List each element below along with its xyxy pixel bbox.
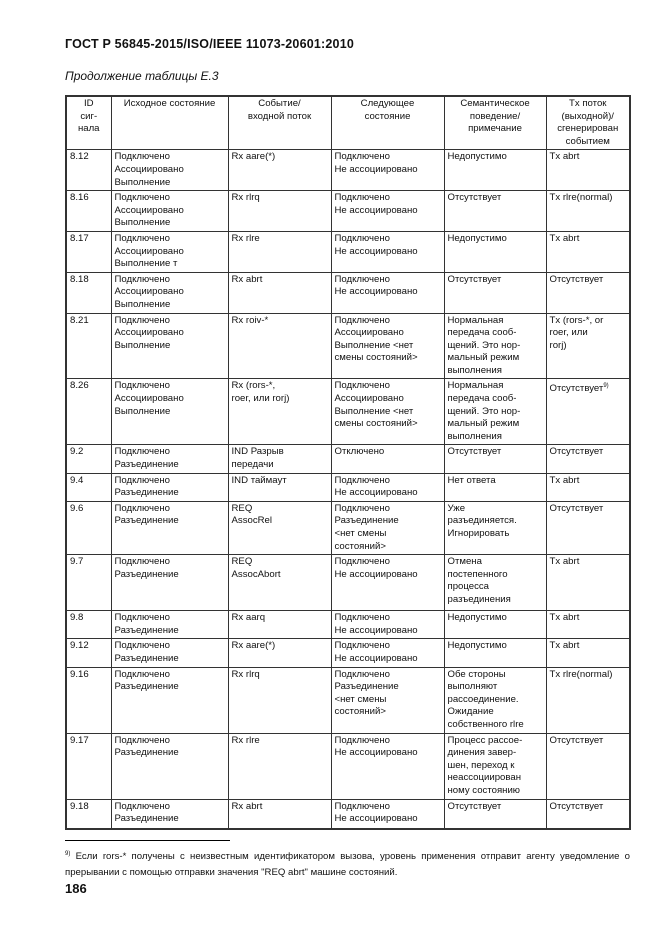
- cell-text: Отсутствует: [549, 800, 604, 812]
- cell-initial-state: [111, 733, 228, 799]
- cell-text: Rx rlrq: [231, 192, 260, 204]
- cell-text: Процесс рассое- динения завер- шен, переход к неассоциирован ному состоянию: [447, 734, 523, 796]
- cell-next-state: [331, 473, 444, 501]
- cell-id: [66, 667, 111, 733]
- table-row: [66, 473, 630, 501]
- table-row: [66, 501, 630, 554]
- table-header-row: [66, 96, 630, 150]
- cell-event: [228, 379, 331, 445]
- cell-semantics: [444, 473, 546, 501]
- cell-text: Подключено Не ассоциировано: [334, 556, 418, 580]
- cell-tx-output: [546, 611, 630, 639]
- cell-text: Подключено Разъединение: [114, 612, 179, 636]
- footnote-mark: 9): [65, 851, 71, 857]
- column-header-event: Событие/ входной поток: [228, 96, 331, 150]
- cell-text: Отсутствует: [447, 800, 502, 812]
- cell-text: 8.26: [70, 380, 89, 392]
- page-number: 186: [65, 881, 87, 896]
- cell-text: Tx abrt: [549, 556, 580, 568]
- cell-text: 9.2: [70, 446, 84, 458]
- cell-text: 9.6: [70, 502, 84, 514]
- cell-text: Подключено Разъединение: [114, 800, 179, 825]
- footnote-divider: [65, 840, 230, 841]
- cell-initial-state: [111, 150, 228, 191]
- cell-text: Недопустимо: [447, 232, 507, 244]
- cell-semantics: [444, 501, 546, 554]
- cell-id: [66, 150, 111, 191]
- cell-text: Подключено Ассоциировано Выполнение: [114, 380, 184, 417]
- cell-tx-output: [546, 231, 630, 272]
- table-row: [66, 611, 630, 639]
- cell-next-state: [331, 313, 444, 379]
- cell-text: Подключено Разъединение <нет смены состояний>: [334, 502, 399, 552]
- table-row: [66, 733, 630, 799]
- cell-initial-state: [111, 313, 228, 379]
- cell-text: IND Разрыв передачи: [231, 446, 284, 471]
- cell-next-state: [331, 733, 444, 799]
- cell-text: Rx (rors-*, roer, или rorj): [231, 380, 290, 405]
- cell-semantics: [444, 272, 546, 313]
- cell-text: Tx rlre(normal): [549, 192, 613, 204]
- cell-text: Подключено Разъединение: [114, 502, 179, 527]
- cell-text: Отсутствует: [549, 502, 604, 514]
- cell-semantics: [444, 445, 546, 473]
- cell-tx-output: [546, 639, 630, 667]
- table-row: [66, 379, 630, 445]
- cell-semantics: [444, 379, 546, 445]
- cell-id: [66, 799, 111, 829]
- cell-text: Подключено Ассоциировано Выполнение: [114, 192, 184, 229]
- cell-text: Подключено Ассоциировано Выполнение: [114, 273, 184, 310]
- cell-next-state: [331, 231, 444, 272]
- cell-semantics: [444, 231, 546, 272]
- cell-initial-state: [111, 231, 228, 272]
- cell-text: Отсутствует: [447, 192, 502, 204]
- cell-text: Rx aare(*): [231, 151, 276, 163]
- cell-text: Rx aarq: [231, 612, 266, 624]
- cell-text: Подключено Разъединение: [114, 556, 179, 580]
- cell-text: Tx abrt: [549, 640, 580, 652]
- cell-text: Tx abrt: [549, 474, 580, 486]
- cell-semantics: [444, 733, 546, 799]
- cell-text: Rx aare(*): [231, 640, 276, 652]
- cell-tx-output: [546, 799, 630, 829]
- cell-text: Подключено Не ассоциировано: [334, 474, 418, 499]
- cell-id: [66, 231, 111, 272]
- cell-text: Подключено Не ассоциировано: [334, 800, 418, 825]
- cell-next-state: [331, 150, 444, 191]
- table-row: [66, 799, 630, 829]
- cell-id: [66, 555, 111, 611]
- cell-text: Нормальная передача сооб- щений. Это нор- мальный режим выполнения: [447, 314, 521, 376]
- cell-id: [66, 501, 111, 554]
- cell-id: [66, 191, 111, 232]
- cell-initial-state: [111, 272, 228, 313]
- cell-id: [66, 379, 111, 445]
- cell-text: Подключено Ассоциировано Выполнение т: [114, 232, 184, 270]
- cell-text: Подключено Ассоциировано Выполнение <нет смены состояний>: [334, 380, 418, 430]
- cell-text: Подключено Не ассоциировано: [334, 232, 418, 257]
- table-row: [66, 150, 630, 191]
- cell-tx-output: [546, 191, 630, 232]
- cell-id: [66, 313, 111, 379]
- column-header-semantics: Семантическое поведение/ примечание: [444, 96, 546, 150]
- cell-initial-state: [111, 799, 228, 829]
- cell-next-state: [331, 639, 444, 667]
- cell-text: 8.16: [70, 192, 89, 204]
- cell-text: Подключено Не ассоциировано: [334, 192, 418, 216]
- cell-event: [228, 473, 331, 501]
- cell-text: Уже разъединяется. Игнорировать: [447, 502, 517, 539]
- cell-text: Отсутствует: [549, 273, 604, 285]
- cell-text: Rx abrt: [231, 800, 263, 812]
- cell-next-state: [331, 799, 444, 829]
- cell-tx-output: [546, 313, 630, 379]
- cell-text: Tx abrt: [549, 612, 580, 624]
- column-header-id: ID сиг- нала: [66, 96, 111, 150]
- cell-id: [66, 611, 111, 639]
- cell-text: Tx (rors-*, or roer, или rorj): [549, 314, 604, 351]
- cell-id: [66, 445, 111, 473]
- cell-text: 9.17: [70, 734, 89, 746]
- cell-text: Tx rlre(normal): [549, 668, 613, 680]
- cell-semantics: [444, 555, 546, 611]
- cell-semantics: [444, 313, 546, 379]
- document-header: ГОСТ Р 56845-2015/ISO/IEEE 11073-20601:2010: [65, 37, 355, 51]
- cell-initial-state: [111, 501, 228, 554]
- cell-text: 9.18: [70, 800, 89, 812]
- cell-text: Подключено Ассоциировано Выполнение <нет смены состояний>: [334, 314, 418, 364]
- cell-text: REQ AssocRel: [231, 502, 273, 527]
- cell-text: Подключено Не ассоциировано: [334, 612, 418, 636]
- cell-initial-state: [111, 445, 228, 473]
- cell-text: 9.4: [70, 474, 84, 486]
- cell-event: [228, 191, 331, 232]
- cell-text: Нет ответа: [447, 474, 496, 486]
- cell-text: 8.21: [70, 314, 89, 326]
- cell-text: Rx rlre: [231, 734, 260, 746]
- cell-next-state: [331, 379, 444, 445]
- cell-text: 8.17: [70, 232, 89, 244]
- cell-id: [66, 473, 111, 501]
- cell-event: [228, 639, 331, 667]
- cell-text: Подключено Не ассоциировано: [334, 151, 418, 175]
- cell-text: Подключено Не ассоциировано: [334, 640, 418, 664]
- cell-tx-output: [546, 473, 630, 501]
- column-header-initial-state: Исходное состояние: [111, 96, 228, 150]
- cell-text: 9.12: [70, 640, 89, 652]
- cell-semantics: [444, 639, 546, 667]
- cell-id: [66, 639, 111, 667]
- table-continuation-title: Продолжение таблицы Е.3: [65, 69, 219, 83]
- cell-initial-state: [111, 611, 228, 639]
- cell-semantics: [444, 611, 546, 639]
- cell-text: Обе стороны выполняют рассоединение. Ожидание собственного rlre: [447, 668, 524, 730]
- cell-initial-state: [111, 639, 228, 667]
- cell-next-state: [331, 272, 444, 313]
- cell-tx-output: [546, 501, 630, 554]
- cell-text: Rx rlre: [231, 232, 260, 244]
- cell-text: Подключено Разъединение: [114, 474, 179, 499]
- cell-text: Отключено: [334, 446, 385, 458]
- cell-event: [228, 272, 331, 313]
- cell-event: [228, 501, 331, 554]
- cell-next-state: [331, 501, 444, 554]
- cell-event: [228, 611, 331, 639]
- cell-tx-output: [546, 555, 630, 611]
- cell-text: 8.12: [70, 151, 89, 163]
- cell-id: [66, 272, 111, 313]
- cell-next-state: [331, 555, 444, 611]
- cell-text: IND таймаут: [231, 474, 287, 486]
- cell-tx-output: [546, 445, 630, 473]
- cell-text: Подключено Разъединение: [114, 734, 179, 759]
- cell-text: Недопустимо: [447, 612, 507, 624]
- cell-text: 8.18: [70, 273, 89, 285]
- cell-initial-state: [111, 473, 228, 501]
- cell-text: 9.7: [70, 556, 84, 568]
- cell-semantics: [444, 799, 546, 829]
- cell-tx-output: [546, 667, 630, 733]
- cell-text: Rx roiv-*: [231, 314, 269, 326]
- cell-text: Недопустимо: [447, 640, 507, 652]
- cell-event: [228, 150, 331, 191]
- cell-text: Отсутствует: [549, 383, 604, 395]
- footnote-ref: 9): [603, 383, 609, 390]
- cell-text: Подключено Не ассоциировано: [334, 273, 418, 298]
- cell-initial-state: [111, 667, 228, 733]
- cell-semantics: [444, 191, 546, 232]
- table-row: [66, 231, 630, 272]
- cell-next-state: [331, 445, 444, 473]
- table-row: [66, 313, 630, 379]
- cell-tx-output: [546, 733, 630, 799]
- cell-next-state: [331, 611, 444, 639]
- cell-text: Tx abrt: [549, 232, 580, 244]
- cell-text: Rx abrt: [231, 273, 263, 285]
- cell-text: Подключено Ассоциировано Выполнение: [114, 151, 184, 188]
- cell-next-state: [331, 191, 444, 232]
- cell-text: Tx abrt: [549, 151, 580, 163]
- cell-event: [228, 445, 331, 473]
- cell-text: Подключено Разъединение: [114, 640, 179, 664]
- cell-event: [228, 733, 331, 799]
- cell-event: [228, 555, 331, 611]
- cell-event: [228, 667, 331, 733]
- cell-tx-output: [546, 272, 630, 313]
- cell-text: Подключено Разъединение: [114, 668, 179, 693]
- table-row: [66, 191, 630, 232]
- column-header-tx-output: Tx поток (выходной)/ сгенерирован событием: [546, 96, 630, 150]
- cell-text: Отсутствует: [447, 446, 502, 458]
- cell-text: Недопустимо: [447, 151, 507, 163]
- cell-event: [228, 799, 331, 829]
- cell-text: Подключено Не ассоциировано: [334, 734, 418, 759]
- cell-text: Отсутствует: [549, 734, 604, 746]
- cell-text: Rx rlrq: [231, 668, 260, 680]
- cell-text: 9.8: [70, 612, 84, 624]
- column-header-next-state: Следующее состояние: [331, 96, 444, 150]
- cell-text: Подключено Разъединение: [114, 446, 179, 471]
- cell-text: REQ AssocAbort: [231, 556, 281, 580]
- cell-text: Подключено Разъединение <нет смены состояний>: [334, 668, 399, 718]
- footnote-text: Если rors-* получены с неизвестным идентификатором вызова, уровень применения отправит агенту уведомление о прерывании с помощью отправки значения "REQ abrt" машине состояний.: [65, 851, 630, 879]
- cell-id: [66, 733, 111, 799]
- cell-text: Отмена постепенного процесса разъединения: [447, 556, 511, 605]
- cell-next-state: [331, 667, 444, 733]
- cell-event: [228, 231, 331, 272]
- cell-text: 9.16: [70, 668, 89, 680]
- cell-semantics: [444, 667, 546, 733]
- cell-initial-state: [111, 379, 228, 445]
- cell-semantics: [444, 150, 546, 191]
- cell-event: [228, 313, 331, 379]
- table-row: [66, 445, 630, 473]
- cell-text: Отсутствует: [549, 446, 604, 458]
- cell-initial-state: [111, 555, 228, 611]
- cell-tx-output: [546, 379, 630, 445]
- cell-text: Отсутствует: [447, 273, 502, 285]
- cell-initial-state: [111, 191, 228, 232]
- table-row: [66, 555, 630, 611]
- cell-text: Подключено Ассоциировано Выполнение: [114, 314, 184, 351]
- table-row: [66, 667, 630, 733]
- state-transition-table: [65, 95, 631, 830]
- table-row: [66, 639, 630, 667]
- cell-tx-output: [546, 150, 630, 191]
- table-row: [66, 272, 630, 313]
- cell-text: Нормальная передача сооб- щений. Это нор- мальный режим выполнения: [447, 380, 521, 442]
- footnote: [65, 846, 630, 881]
